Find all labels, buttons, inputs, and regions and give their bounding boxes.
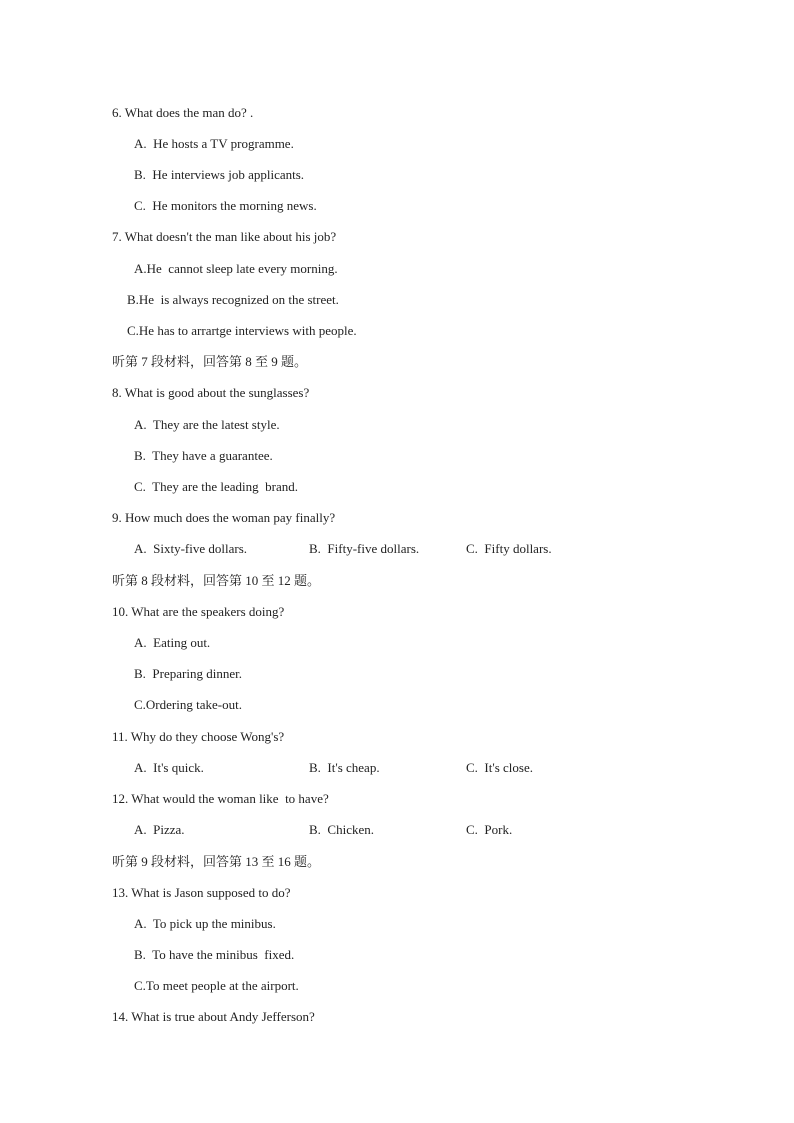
q10-option-a: A. Eating out. — [134, 635, 211, 650]
q10-option-b: B. Preparing dinner. — [134, 666, 242, 681]
q12-option-a: A. Pizza. — [134, 822, 185, 837]
q11-option-c: C. It's close. — [466, 760, 533, 775]
question-7: 7. What doesn't the man like about his job? — [112, 229, 337, 244]
question-6: 6. What does the man do? . — [112, 105, 254, 120]
q8-option-b: B. They have a guarantee. — [134, 448, 273, 463]
question-14: 14. What is true about Andy Jefferson? — [112, 1009, 315, 1024]
question-11: 11. Why do they choose Wong's? — [112, 729, 285, 744]
q6-option-c: C. He monitors the morning news. — [134, 198, 317, 213]
q13-option-a: A. To pick up the minibus. — [134, 916, 276, 931]
q9-option-c: C. Fifty dollars. — [466, 541, 552, 556]
q7-option-a: A.He cannot sleep late every morning. — [134, 261, 338, 276]
section-heading-8: 听第 8 段材料，回答第 10 至 12 题。 — [112, 573, 321, 588]
q6-option-a: A. He hosts a TV programme. — [134, 136, 294, 151]
q11-option-b: B. It's cheap. — [309, 760, 380, 775]
q12-option-b: B. Chicken. — [309, 822, 374, 837]
q7-option-b: B.He is always recognized on the street. — [127, 292, 339, 307]
q8-option-a: A. They are the latest style. — [134, 417, 280, 432]
q10-option-c: C.Ordering take-out. — [134, 697, 242, 712]
question-8: 8. What is good about the sunglasses? — [112, 385, 310, 400]
section-heading-7: 听第 7 段材料，回答第 8 至 9 题。 — [112, 354, 308, 369]
q6-option-b: B. He interviews job applicants. — [134, 167, 305, 182]
question-9: 9. How much does the woman pay finally? — [112, 510, 336, 525]
section-heading-9: 听第 9 段材料，回答第 13 至 16 题。 — [112, 854, 321, 869]
question-10: 10. What are the speakers doing? — [112, 604, 285, 619]
q8-option-c: C. They are the leading brand. — [134, 479, 299, 494]
q7-option-c: C.He has to arrartge interviews with people. — [127, 323, 357, 338]
q11-option-a: A. It's quick. — [134, 760, 204, 775]
q13-option-c: C.To meet people at the airport. — [134, 978, 299, 993]
q12-option-c: C. Pork. — [466, 822, 513, 837]
question-13: 13. What is Jason supposed to do? — [112, 885, 291, 900]
q13-option-b: B. To have the minibus fixed. — [134, 947, 295, 962]
q9-option-b: B. Fifty-five dollars. — [309, 541, 420, 556]
question-12: 12. What would the woman like to have? — [112, 791, 329, 806]
q9-option-a: A. Sixty-five dollars. — [134, 541, 248, 556]
